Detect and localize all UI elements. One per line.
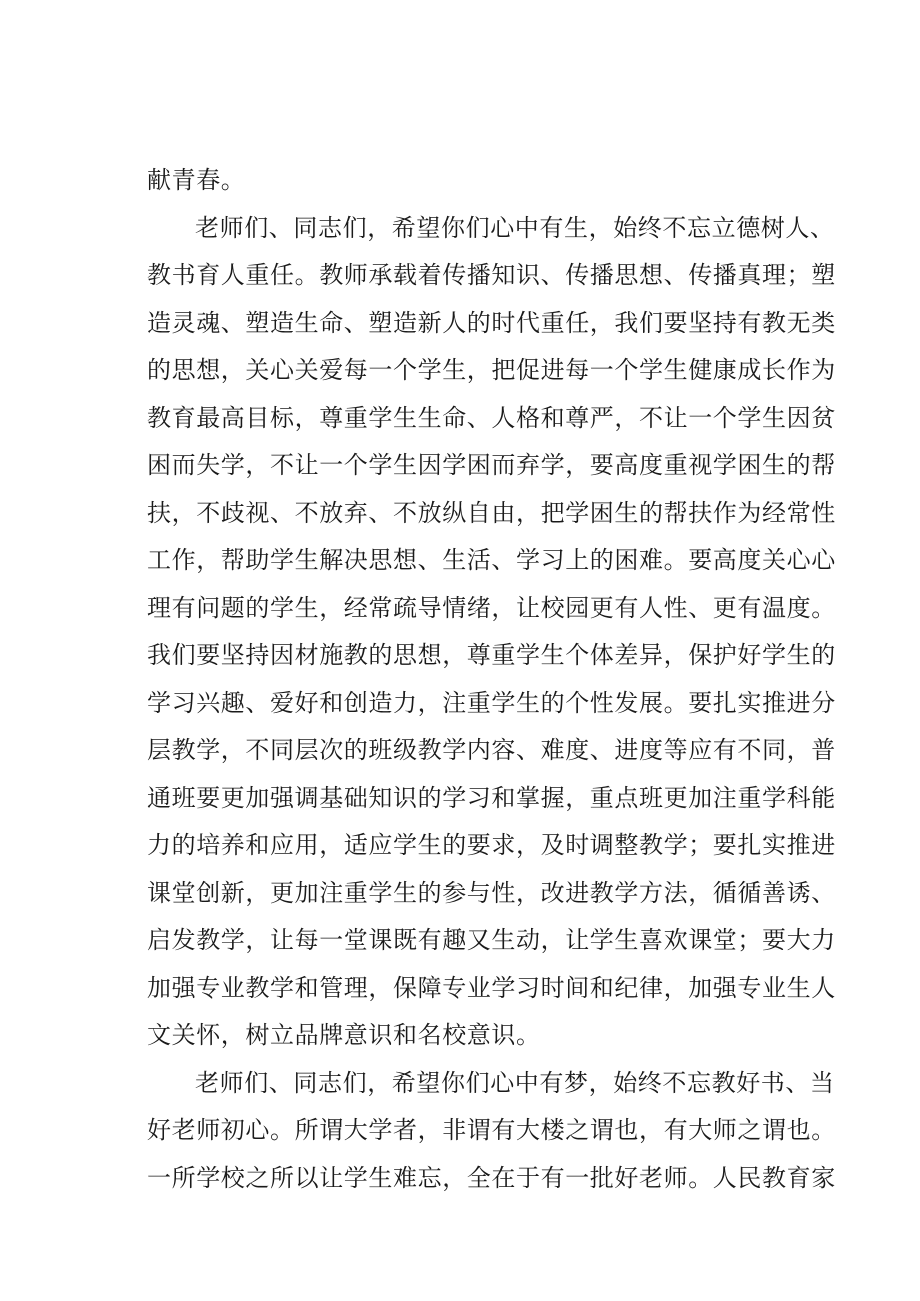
- paragraph-line: 启发教学，让每一堂课既有趣又生动，让学生喜欢课堂；要大力: [147, 926, 836, 954]
- paragraph-line: 通班要更加强调基础知识的学习和掌握，重点班更加注重学科能: [147, 783, 836, 812]
- paragraph-line: 好老师初心。所谓大学者，非谓有大楼之谓也，有大师之谓也。: [147, 1116, 836, 1144]
- paragraph-line: 教书育人重任。教师承载着传播知识、传播思想、传播真理；塑: [147, 261, 836, 289]
- paragraph-first-line: 老师们、同志们，希望你们心中有梦，始终不忘教好书、当: [195, 1068, 835, 1097]
- paragraph-line: 造灵魂、塑造生命、塑造新人的时代重任，我们要坚持有教无类: [147, 308, 836, 337]
- paragraph-line: 加强专业教学和管理，保障专业学习时间和纪律，加强专业生人: [147, 973, 836, 1002]
- paragraph-line: 学习兴趣、爱好和创造力，注重学生的个性发展。要扎实推进分: [147, 688, 836, 717]
- paragraph-line: 我们要坚持因材施教的思想，尊重学生个体差异，保护好学生的: [147, 641, 836, 669]
- paragraph-line: 工作，帮助学生解决思想、生活、学习上的困难。要高度关心心: [147, 546, 836, 574]
- paragraph-line: 理有问题的学生，经常疏导情绪，让校园更有人性、更有温度。: [147, 593, 836, 622]
- paragraph-line: 课堂创新，更加注重学生的参与性，改进教学方法，循循善诱、: [147, 878, 836, 907]
- paragraph-continuation-line: 献青春。: [147, 166, 246, 194]
- paragraph-line: 教育最高目标，尊重学生生命、人格和尊严，不让一个学生因贫: [147, 403, 836, 432]
- paragraph-line: 的思想，关心关爱每一个学生，把促进每一个学生健康成长作为: [147, 356, 836, 384]
- paragraph-line: 扶，不歧视、不放弃、不放纵自由，把学困生的帮扶作为经常性: [147, 498, 836, 527]
- paragraph-line: 层教学，不同层次的班级教学内容、难度、进度等应有不同，普: [147, 736, 836, 764]
- paragraph-line: 文关怀，树立品牌意识和名校意识。: [147, 1021, 541, 1049]
- paragraph-first-line: 老师们、同志们，希望你们心中有生，始终不忘立德树人、: [195, 213, 835, 242]
- paragraph-line: 力的培养和应用，适应学生的要求，及时调整教学；要扎实推进: [147, 831, 836, 859]
- paragraph-line: 一所学校之所以让学生难忘，全在于有一批好老师。人民教育家: [147, 1163, 836, 1192]
- document-body: [147, 157, 847, 1202]
- paragraph-line: 困而失学，不让一个学生因学困而弃学，要高度重视学困生的帮: [147, 451, 836, 479]
